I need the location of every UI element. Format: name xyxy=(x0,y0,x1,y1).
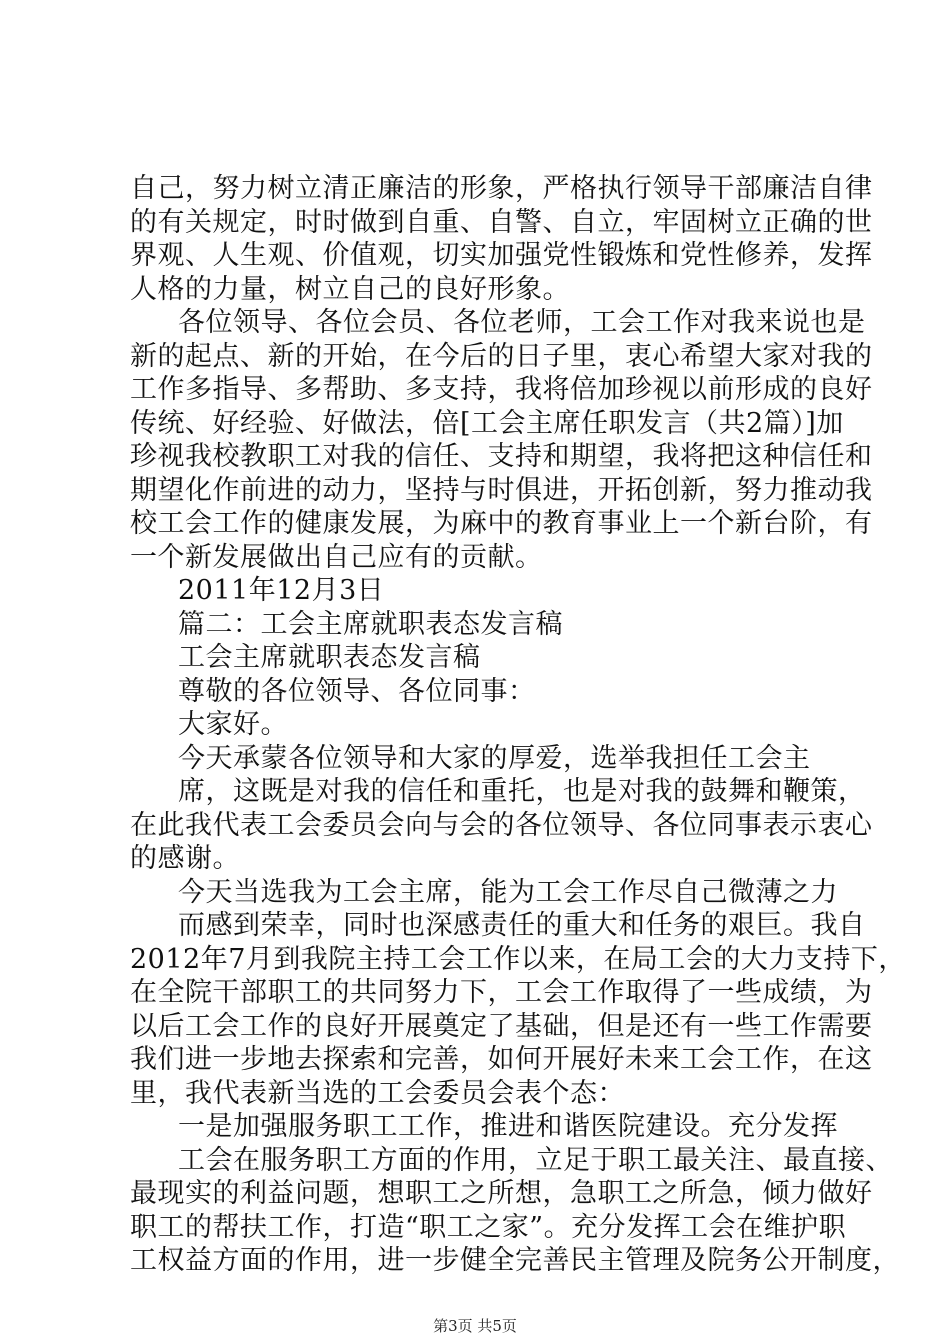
body-text-line: 里，我代表新当选的工会委员会表个态： xyxy=(130,1077,625,1109)
salutation: 尊敬的各位领导、各位同事： xyxy=(178,675,536,707)
body-text-line: 最现实的利益问题，想职工之所想，急职工之所急，倾力做好 xyxy=(130,1178,873,1209)
body-text-line: 一是加强服务职工工作，推进和谐医院建设。充分发挥 xyxy=(178,1111,838,1142)
body-text-line: 在此我代表工会委员会向与会的各位领导、各位同事表示衷心 xyxy=(130,809,873,841)
body-text-line: 工权益方面的作用，进一步健全完善民主管理及院务公开制度， xyxy=(130,1245,900,1276)
body-text-line: 在全院干部职工的共同努力下，工会工作取得了一些成绩，为 xyxy=(130,977,873,1008)
greeting: 大家好。 xyxy=(178,709,288,740)
body-text-line: 我们进一步地去探索和完善，如何开展好未来工会工作，在这 xyxy=(130,1044,873,1075)
body-text-line: 期望化作前进的动力，坚持与时俱进，开拓创新，努力推动我 xyxy=(130,474,873,506)
body-text-line: 校工会工作的健康发展，为麻中的教育事业上一个新台阶，有 xyxy=(130,508,873,539)
document-title: 工会主席就职表态发言稿 xyxy=(178,642,481,673)
body-text-line: 一个新发展做出自己应有的贡献。 xyxy=(130,541,543,573)
body-text-line: 的感谢。 xyxy=(130,843,240,874)
section-heading: 篇二：工会主席就职表态发言稿 xyxy=(178,608,563,640)
page-number-footer: 第3页 共5页 xyxy=(433,1316,517,1335)
body-text-line: 传统、好经验、好做法，倍[工会主席任职发言（共2篇）]加 xyxy=(130,407,844,439)
body-text-line: 而感到荣幸，同时也深感责任的重大和任务的艰巨。我自 xyxy=(178,910,866,941)
date-line: 2011年12月3日 xyxy=(178,575,385,606)
body-text-line: 各位领导、各位会员、各位老师，工会工作对我来说也是 xyxy=(178,307,866,338)
body-text-line: 人格的力量，树立自己的良好形象。 xyxy=(130,273,570,305)
body-text-line: 界观、人生观、价值观，切实加强党性锻炼和党性修养，发挥 xyxy=(130,240,873,271)
body-text-line: 今天承蒙各位领导和大家的厚爱，选举我担任工会主 xyxy=(178,742,811,774)
body-text-line: 2012年7月到我院主持工会工作以来，在局工会的大力支持下， xyxy=(130,943,906,975)
body-text-line: 的有关规定，时时做到自重、自警、自立，牢固树立正确的世 xyxy=(130,206,873,238)
body-text-line: 职工的帮扶工作，打造“职工之家”。充分发挥工会在维护职 xyxy=(130,1211,847,1243)
body-text-line: 今天当选我为工会主席，能为工会工作尽自己微薄之力 xyxy=(178,876,838,908)
body-text-line: 珍视我校教职工对我的信任、支持和期望，我将把这种信任和 xyxy=(130,441,873,472)
body-text-line: 以后工会工作的良好开展奠定了基础，但是还有一些工作需要 xyxy=(130,1010,873,1042)
body-text-line: 工作多指导、多帮助、多支持，我将倍加珍视以前形成的良好 xyxy=(130,374,873,405)
body-text-line: 新的起点、新的开始，在今后的日子里，衷心希望大家对我的 xyxy=(130,340,873,372)
body-text-line: 席，这既是对我的信任和重托，也是对我的鼓舞和鞭策， xyxy=(178,776,866,807)
body-text-line: 自己，努力树立清正廉洁的形象，严格执行领导干部廉洁自律 xyxy=(130,173,873,204)
body-text-line: 工会在服务职工方面的作用，立足于职工最关注、最直接、 xyxy=(178,1144,893,1176)
